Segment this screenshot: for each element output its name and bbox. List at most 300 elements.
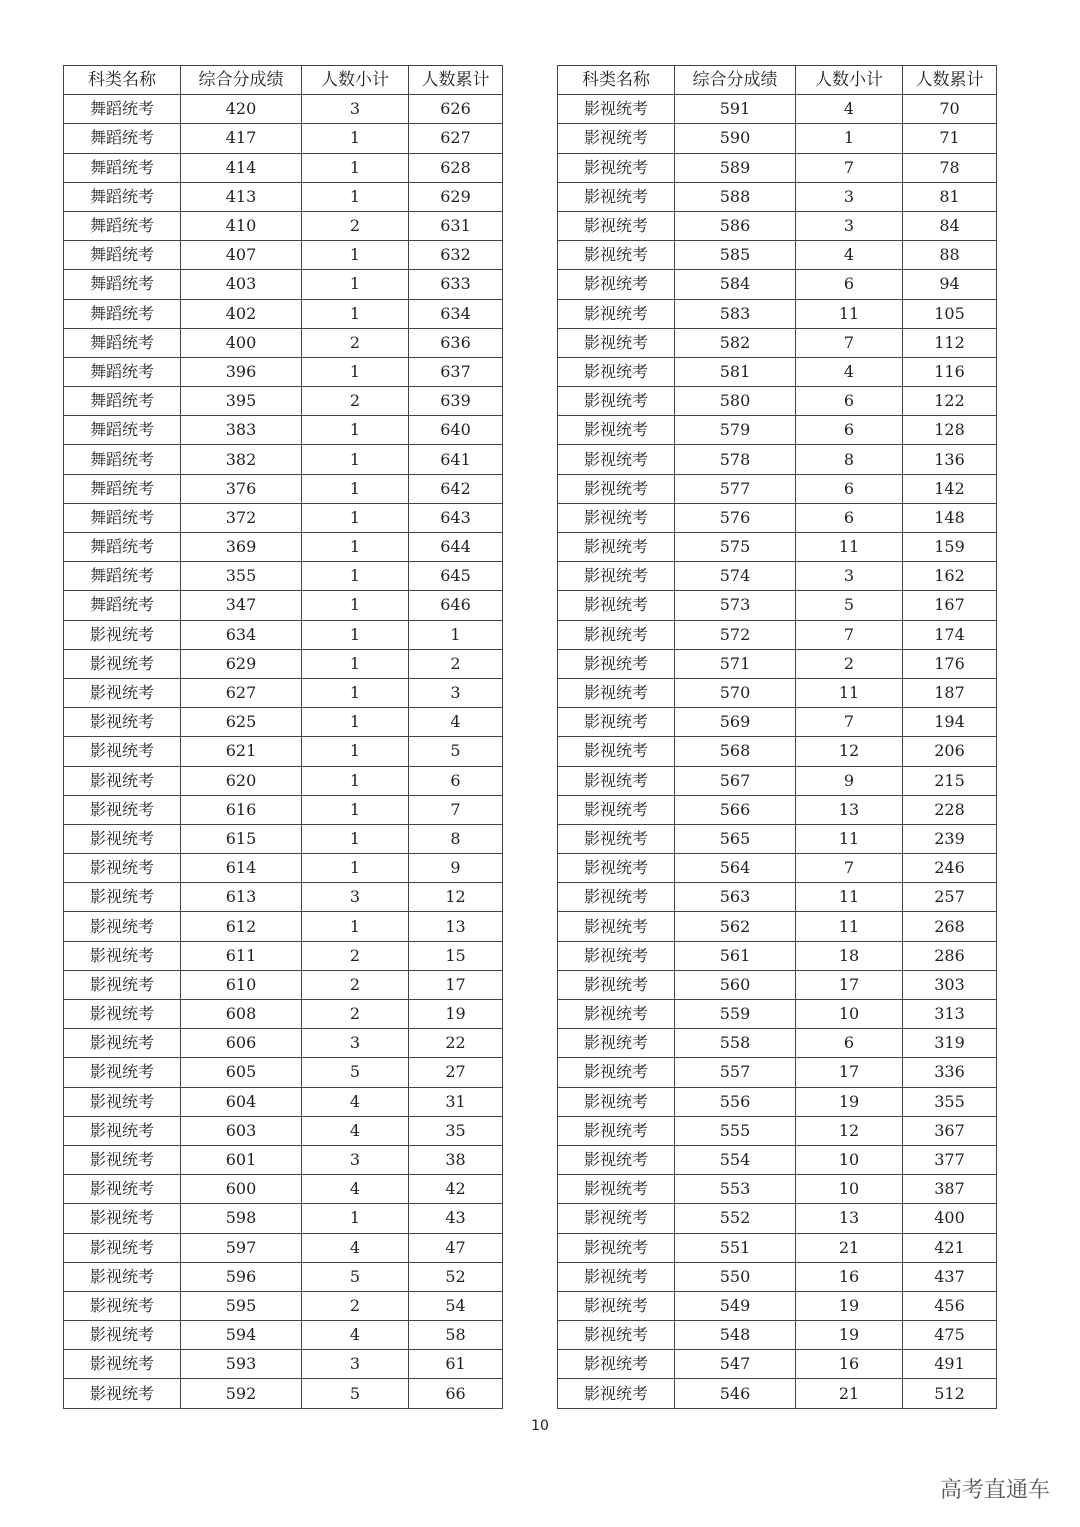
cell-count: 2 (302, 211, 409, 240)
cell-count: 13 (796, 795, 903, 824)
cell-count: 1 (302, 474, 409, 503)
cell-count: 5 (302, 1379, 409, 1408)
table-row (558, 941, 997, 970)
cell-count: 2 (796, 649, 903, 678)
cell-cumulative: 646 (409, 591, 503, 620)
cell-cumulative: 215 (903, 766, 997, 795)
cell-cumulative: 122 (903, 387, 997, 416)
cell-cumulative: 71 (903, 124, 997, 153)
cell-count: 1 (302, 445, 409, 474)
table-row (558, 124, 997, 153)
cell-cumulative: 116 (903, 357, 997, 386)
cell-score: 634 (181, 620, 302, 649)
cell-cumulative: 456 (903, 1291, 997, 1320)
cell-category: 舞蹈统考 (64, 591, 181, 620)
table-row (64, 649, 503, 678)
cell-score: 382 (181, 445, 302, 474)
cell-count: 2 (302, 1291, 409, 1320)
cell-category: 影视统考 (64, 1204, 181, 1233)
cell-score: 553 (675, 1175, 796, 1204)
cell-score: 567 (675, 766, 796, 795)
cell-category: 影视统考 (558, 562, 675, 591)
cell-category: 影视统考 (64, 1116, 181, 1145)
cell-count: 12 (796, 1116, 903, 1145)
cell-cumulative: 112 (903, 328, 997, 357)
cell-count: 6 (796, 1029, 903, 1058)
cell-category: 影视统考 (64, 1029, 181, 1058)
cell-count: 10 (796, 1000, 903, 1029)
cell-score: 594 (181, 1321, 302, 1350)
cell-cumulative: 239 (903, 824, 997, 853)
cell-cumulative: 128 (903, 416, 997, 445)
cell-score: 347 (181, 591, 302, 620)
table-row (558, 299, 997, 328)
cell-score: 568 (675, 737, 796, 766)
header-count: 人数小计 (302, 66, 409, 95)
cell-cumulative: 319 (903, 1029, 997, 1058)
table-row (64, 678, 503, 707)
cell-count: 17 (796, 970, 903, 999)
cell-cumulative: 78 (903, 153, 997, 182)
cell-count: 4 (302, 1233, 409, 1262)
cell-score: 615 (181, 824, 302, 853)
cell-score: 627 (181, 678, 302, 707)
page-number: 10 (531, 1418, 549, 1434)
cell-count: 3 (302, 95, 409, 124)
cell-score: 603 (181, 1116, 302, 1145)
cell-score: 614 (181, 854, 302, 883)
cell-cumulative: 313 (903, 1000, 997, 1029)
cell-score: 564 (675, 854, 796, 883)
cell-cumulative: 43 (409, 1204, 503, 1233)
cell-category: 影视统考 (558, 1087, 675, 1116)
cell-count: 1 (302, 708, 409, 737)
cell-category: 影视统考 (64, 678, 181, 707)
table-header-row (64, 66, 503, 95)
cell-cumulative: 167 (903, 591, 997, 620)
cell-score: 549 (675, 1291, 796, 1320)
cell-cumulative: 47 (409, 1233, 503, 1262)
cell-count: 4 (796, 241, 903, 270)
cell-count: 1 (302, 591, 409, 620)
cell-cumulative: 377 (903, 1145, 997, 1174)
cell-cumulative: 22 (409, 1029, 503, 1058)
cell-score: 400 (181, 328, 302, 357)
cell-category: 影视统考 (558, 912, 675, 941)
cell-score: 586 (675, 211, 796, 240)
cell-score: 601 (181, 1145, 302, 1174)
cell-category: 影视统考 (558, 1204, 675, 1233)
cell-count: 1 (302, 737, 409, 766)
table-row (64, 95, 503, 124)
cell-cumulative: 148 (903, 503, 997, 532)
table-row (64, 416, 503, 445)
cell-score: 402 (181, 299, 302, 328)
table-row (64, 182, 503, 211)
table-row (558, 211, 997, 240)
cell-category: 舞蹈统考 (64, 211, 181, 240)
cell-cumulative: 8 (409, 824, 503, 853)
cell-category: 影视统考 (558, 95, 675, 124)
cell-cumulative: 4 (409, 708, 503, 737)
table-row (64, 766, 503, 795)
cell-count: 7 (796, 620, 903, 649)
table-row (64, 620, 503, 649)
cell-count: 8 (796, 445, 903, 474)
table-row (64, 503, 503, 532)
table-row (64, 1262, 503, 1291)
cell-category: 影视统考 (64, 708, 181, 737)
cell-cumulative: 3 (409, 678, 503, 707)
table-row (64, 1321, 503, 1350)
cell-count: 1 (302, 124, 409, 153)
cell-score: 571 (675, 649, 796, 678)
cell-category: 影视统考 (558, 941, 675, 970)
table-row (64, 445, 503, 474)
cell-category: 影视统考 (558, 1145, 675, 1174)
table-row (558, 678, 997, 707)
table-row (558, 95, 997, 124)
table-row (558, 912, 997, 941)
table-row (64, 562, 503, 591)
cell-score: 383 (181, 416, 302, 445)
cell-category: 影视统考 (558, 1175, 675, 1204)
cell-cumulative: 12 (409, 883, 503, 912)
cell-count: 1 (302, 416, 409, 445)
cell-score: 578 (675, 445, 796, 474)
cell-score: 612 (181, 912, 302, 941)
cell-score: 573 (675, 591, 796, 620)
cell-count: 4 (302, 1321, 409, 1350)
cell-category: 影视统考 (558, 241, 675, 270)
cell-score: 569 (675, 708, 796, 737)
cell-count: 6 (796, 474, 903, 503)
cell-category: 影视统考 (558, 153, 675, 182)
cell-category: 影视统考 (64, 970, 181, 999)
table-row (558, 533, 997, 562)
cell-cumulative: 634 (409, 299, 503, 328)
table-row (558, 241, 997, 270)
table-row (64, 912, 503, 941)
cell-score: 620 (181, 766, 302, 795)
table-row (558, 795, 997, 824)
cell-count: 1 (302, 824, 409, 853)
cell-category: 舞蹈统考 (64, 357, 181, 386)
cell-score: 560 (675, 970, 796, 999)
cell-category: 舞蹈统考 (64, 445, 181, 474)
cell-count: 2 (302, 970, 409, 999)
table-row (558, 1262, 997, 1291)
cell-cumulative: 639 (409, 387, 503, 416)
cell-count: 1 (302, 299, 409, 328)
cell-score: 562 (675, 912, 796, 941)
cell-score: 417 (181, 124, 302, 153)
table-row (64, 1087, 503, 1116)
table-row (64, 1116, 503, 1145)
cell-category: 影视统考 (558, 1233, 675, 1262)
cell-category: 舞蹈统考 (64, 387, 181, 416)
cell-count: 3 (302, 1145, 409, 1174)
cell-count: 1 (302, 270, 409, 299)
cell-score: 629 (181, 649, 302, 678)
cell-score: 550 (675, 1262, 796, 1291)
table-row (64, 124, 503, 153)
cell-cumulative: 645 (409, 562, 503, 591)
cell-category: 影视统考 (558, 737, 675, 766)
cell-cumulative: 387 (903, 1175, 997, 1204)
cell-count: 1 (302, 620, 409, 649)
score-table-right (557, 65, 997, 1409)
cell-cumulative: 637 (409, 357, 503, 386)
cell-count: 2 (302, 941, 409, 970)
cell-score: 590 (675, 124, 796, 153)
cell-count: 1 (302, 533, 409, 562)
table-row (64, 591, 503, 620)
cell-cumulative: 644 (409, 533, 503, 562)
table-row (64, 941, 503, 970)
header-cumulative: 人数累计 (409, 66, 503, 95)
cell-score: 410 (181, 211, 302, 240)
table-row (64, 1000, 503, 1029)
cell-count: 7 (796, 854, 903, 883)
cell-category: 影视统考 (558, 1058, 675, 1087)
cell-count: 1 (302, 182, 409, 211)
cell-category: 影视统考 (558, 1262, 675, 1291)
cell-score: 369 (181, 533, 302, 562)
cell-cumulative: 187 (903, 678, 997, 707)
table-row (558, 824, 997, 853)
cell-cumulative: 6 (409, 766, 503, 795)
cell-category: 影视统考 (558, 620, 675, 649)
cell-category: 影视统考 (558, 211, 675, 240)
header-category: 科类名称 (64, 66, 181, 95)
cell-score: 605 (181, 1058, 302, 1087)
table-row (558, 620, 997, 649)
cell-cumulative: 38 (409, 1145, 503, 1174)
table-row (558, 883, 997, 912)
table-row (64, 1350, 503, 1379)
cell-count: 1 (302, 241, 409, 270)
cell-cumulative: 642 (409, 474, 503, 503)
cell-count: 2 (302, 387, 409, 416)
cell-category: 影视统考 (558, 970, 675, 999)
cell-category: 影视统考 (558, 299, 675, 328)
cell-count: 3 (302, 1029, 409, 1058)
cell-count: 18 (796, 941, 903, 970)
cell-category: 影视统考 (558, 854, 675, 883)
cell-count: 3 (796, 562, 903, 591)
cell-category: 舞蹈统考 (64, 95, 181, 124)
cell-category: 影视统考 (558, 533, 675, 562)
table-row (558, 153, 997, 182)
cell-count: 1 (302, 562, 409, 591)
cell-score: 563 (675, 883, 796, 912)
cell-score: 574 (675, 562, 796, 591)
table-row (64, 1145, 503, 1174)
cell-category: 影视统考 (558, 766, 675, 795)
table-row (558, 1321, 997, 1350)
cell-score: 551 (675, 1233, 796, 1262)
cell-count: 1 (302, 912, 409, 941)
cell-cumulative: 631 (409, 211, 503, 240)
table-row (558, 1233, 997, 1262)
cell-category: 舞蹈统考 (64, 153, 181, 182)
cell-score: 554 (675, 1145, 796, 1174)
cell-category: 影视统考 (64, 912, 181, 941)
cell-cumulative: 176 (903, 649, 997, 678)
cell-count: 3 (796, 182, 903, 211)
cell-cumulative: 17 (409, 970, 503, 999)
cell-category: 影视统考 (64, 620, 181, 649)
cell-count: 16 (796, 1262, 903, 1291)
cell-count: 19 (796, 1321, 903, 1350)
cell-count: 1 (302, 795, 409, 824)
cell-cumulative: 9 (409, 854, 503, 883)
cell-category: 影视统考 (558, 474, 675, 503)
cell-count: 5 (796, 591, 903, 620)
cell-category: 影视统考 (64, 1175, 181, 1204)
cell-category: 影视统考 (558, 445, 675, 474)
cell-category: 影视统考 (64, 649, 181, 678)
cell-cumulative: 105 (903, 299, 997, 328)
cell-score: 610 (181, 970, 302, 999)
cell-cumulative: 268 (903, 912, 997, 941)
cell-count: 6 (796, 503, 903, 532)
table-row (558, 737, 997, 766)
table-row (558, 474, 997, 503)
table-row (64, 1058, 503, 1087)
cell-score: 556 (675, 1087, 796, 1116)
table-row (64, 854, 503, 883)
cell-category: 影视统考 (64, 795, 181, 824)
cell-score: 593 (181, 1350, 302, 1379)
cell-score: 403 (181, 270, 302, 299)
cell-category: 影视统考 (558, 1379, 675, 1408)
table-row (558, 387, 997, 416)
cell-category: 影视统考 (558, 503, 675, 532)
cell-count: 7 (796, 708, 903, 737)
cell-category: 影视统考 (64, 1233, 181, 1262)
cell-count: 1 (302, 153, 409, 182)
cell-category: 影视统考 (558, 182, 675, 211)
table-row (558, 1175, 997, 1204)
cell-count: 7 (796, 153, 903, 182)
table-row (558, 328, 997, 357)
table-row (558, 1116, 997, 1145)
header-cumulative: 人数累计 (903, 66, 997, 95)
cell-cumulative: 54 (409, 1291, 503, 1320)
cell-score: 555 (675, 1116, 796, 1145)
cell-count: 5 (302, 1058, 409, 1087)
table-row (64, 211, 503, 240)
cell-score: 598 (181, 1204, 302, 1233)
cell-count: 3 (302, 883, 409, 912)
cell-count: 11 (796, 678, 903, 707)
cell-cumulative: 437 (903, 1262, 997, 1291)
cell-score: 592 (181, 1379, 302, 1408)
cell-score: 407 (181, 241, 302, 270)
cell-cumulative: 70 (903, 95, 997, 124)
cell-score: 597 (181, 1233, 302, 1262)
cell-cumulative: 2 (409, 649, 503, 678)
table-row (558, 357, 997, 386)
cell-cumulative: 640 (409, 416, 503, 445)
cell-count: 4 (796, 357, 903, 386)
cell-cumulative: 491 (903, 1350, 997, 1379)
cell-category: 影视统考 (64, 1379, 181, 1408)
cell-count: 16 (796, 1350, 903, 1379)
cell-category: 影视统考 (64, 854, 181, 883)
cell-cumulative: 1 (409, 620, 503, 649)
cell-category: 影视统考 (558, 824, 675, 853)
table-row (64, 357, 503, 386)
cell-category: 舞蹈统考 (64, 328, 181, 357)
cell-category: 影视统考 (558, 1000, 675, 1029)
cell-score: 616 (181, 795, 302, 824)
cell-count: 12 (796, 737, 903, 766)
cell-score: 575 (675, 533, 796, 562)
cell-category: 影视统考 (558, 1029, 675, 1058)
table-row (64, 299, 503, 328)
cell-score: 559 (675, 1000, 796, 1029)
cell-count: 1 (796, 124, 903, 153)
cell-category: 舞蹈统考 (64, 562, 181, 591)
table-row (64, 708, 503, 737)
cell-count: 6 (796, 387, 903, 416)
cell-count: 19 (796, 1291, 903, 1320)
cell-count: 4 (302, 1116, 409, 1145)
cell-category: 影视统考 (64, 1058, 181, 1087)
table-row (64, 883, 503, 912)
cell-count: 1 (302, 649, 409, 678)
cell-score: 579 (675, 416, 796, 445)
table-row (558, 562, 997, 591)
cell-score: 548 (675, 1321, 796, 1350)
cell-category: 影视统考 (558, 678, 675, 707)
cell-cumulative: 257 (903, 883, 997, 912)
table-row (64, 1291, 503, 1320)
table-row (558, 1291, 997, 1320)
table-row (558, 1379, 997, 1408)
cell-count: 5 (302, 1262, 409, 1291)
cell-count: 4 (302, 1087, 409, 1116)
table-row (558, 708, 997, 737)
cell-count: 2 (302, 1000, 409, 1029)
cell-count: 1 (302, 357, 409, 386)
table-row (558, 416, 997, 445)
table-row (64, 270, 503, 299)
cell-cumulative: 88 (903, 241, 997, 270)
cell-count: 11 (796, 299, 903, 328)
cell-count: 19 (796, 1087, 903, 1116)
cell-score: 561 (675, 941, 796, 970)
cell-category: 影视统考 (64, 1291, 181, 1320)
cell-category: 影视统考 (558, 649, 675, 678)
cell-count: 13 (796, 1204, 903, 1233)
cell-count: 21 (796, 1233, 903, 1262)
cell-score: 582 (675, 328, 796, 357)
cell-score: 613 (181, 883, 302, 912)
cell-count: 1 (302, 678, 409, 707)
cell-cumulative: 5 (409, 737, 503, 766)
table-row (64, 795, 503, 824)
table-row (64, 1029, 503, 1058)
cell-cumulative: 475 (903, 1321, 997, 1350)
cell-cumulative: 142 (903, 474, 997, 503)
cell-count: 10 (796, 1145, 903, 1174)
cell-score: 570 (675, 678, 796, 707)
cell-category: 影视统考 (558, 416, 675, 445)
